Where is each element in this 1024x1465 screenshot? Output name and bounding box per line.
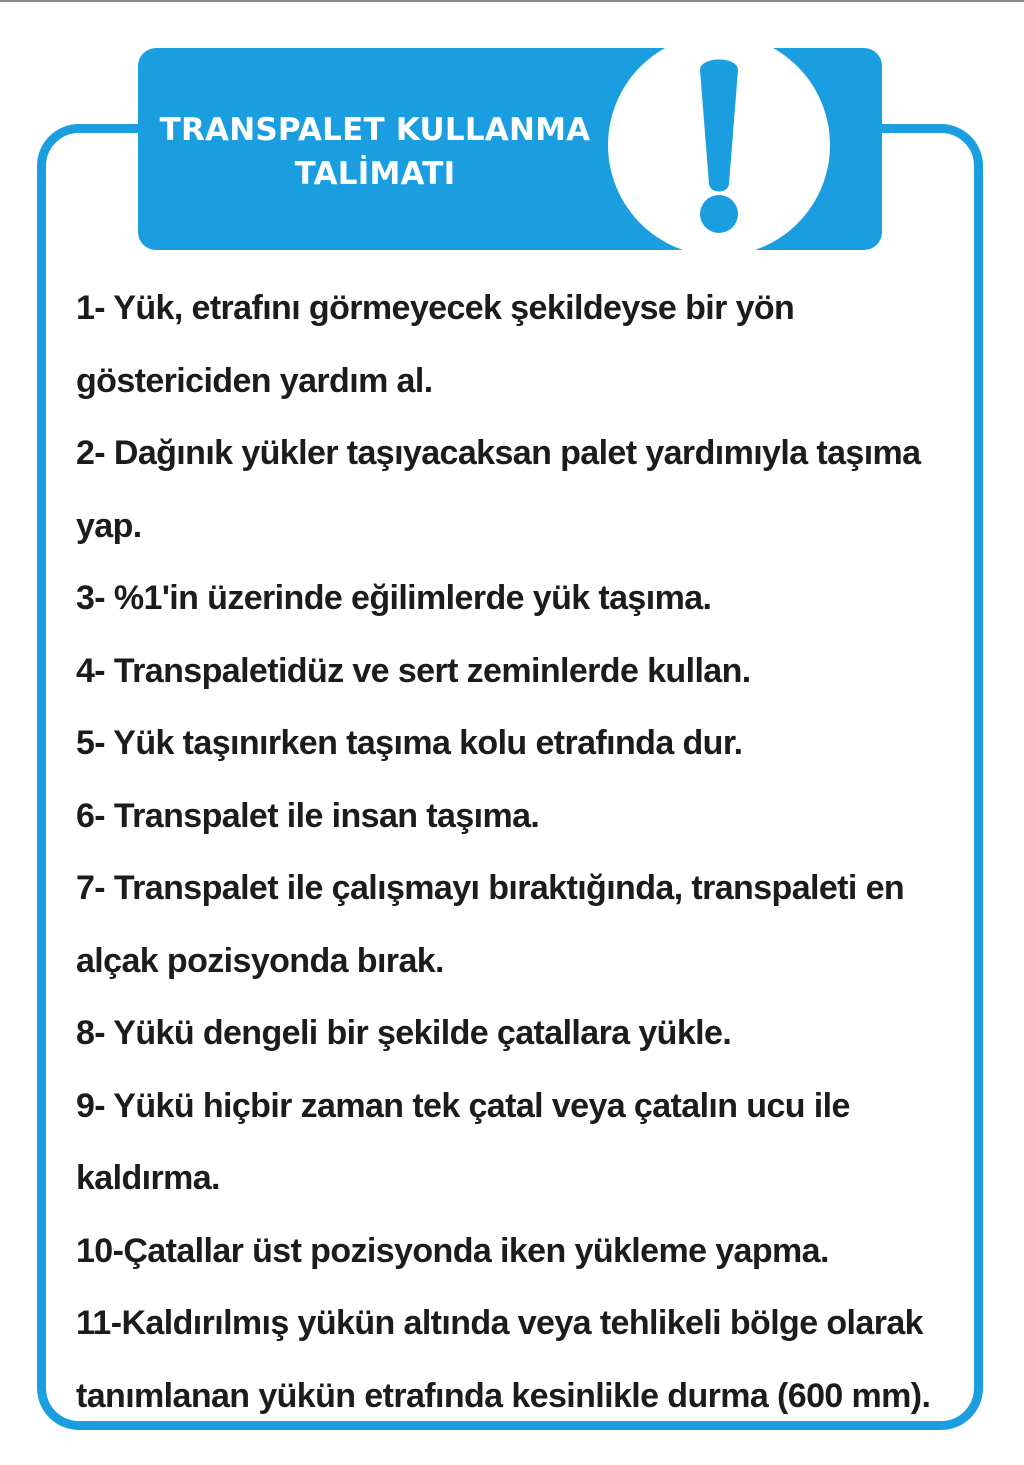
instruction-line: 2- Dağınık yükler taşıyacaksan palet yardımıyla taşıma — [76, 434, 921, 472]
instruction-line: kaldırma. — [76, 1159, 220, 1197]
instruction-line: 10-Çatallar üst pozisyonda iken yükleme yapma. — [76, 1231, 829, 1270]
instruction-line: 7- Transpalet ile çalışmayı bıraktığında, transpaleti en — [76, 869, 905, 907]
instruction-line: 3- %1'in üzerinde eğilimlerde yük taşıma. — [76, 579, 712, 617]
exclamation-icon — [608, 34, 830, 256]
instruction-line: 9- Yükü hiçbir zaman tek çatal veya çatalın ucu ile — [76, 1086, 850, 1125]
instruction-line: göstericiden yardım al. — [76, 361, 433, 400]
instruction-list — [76, 272, 976, 1432]
instruction-line: 5- Yük taşınırken taşıma kolu etrafında dur. — [76, 724, 743, 762]
instruction-line: 1- Yük, etrafını görmeyecek şekildeyse bir yön — [76, 289, 795, 327]
instruction-line: alçak pozisyonda bırak. — [76, 941, 444, 980]
instruction-line: 6- Transpalet ile insan taşıma. — [76, 796, 540, 835]
sign-title — [150, 108, 600, 196]
sign-title-line-1: TRANSPALET KULLANMA — [159, 112, 591, 148]
instruction-line: tanımlanan yükün etrafında kesinlikle durma (600 mm). — [76, 1376, 931, 1415]
instruction-line: 11-Kaldırılmış yükün altında veya tehlikeli bölge olarak — [76, 1304, 923, 1342]
instruction-line: 8- Yükü dengeli bir şekilde çatallara yükle. — [76, 1014, 732, 1052]
sign-title-line-2: TALİMATI — [294, 156, 456, 192]
alert-badge — [608, 34, 830, 256]
instruction-line: 4- Transpaletidüz ve sert zeminlerde kullan. — [76, 651, 751, 690]
top-divider — [0, 0, 1024, 2]
instruction-line: yap. — [76, 506, 142, 545]
